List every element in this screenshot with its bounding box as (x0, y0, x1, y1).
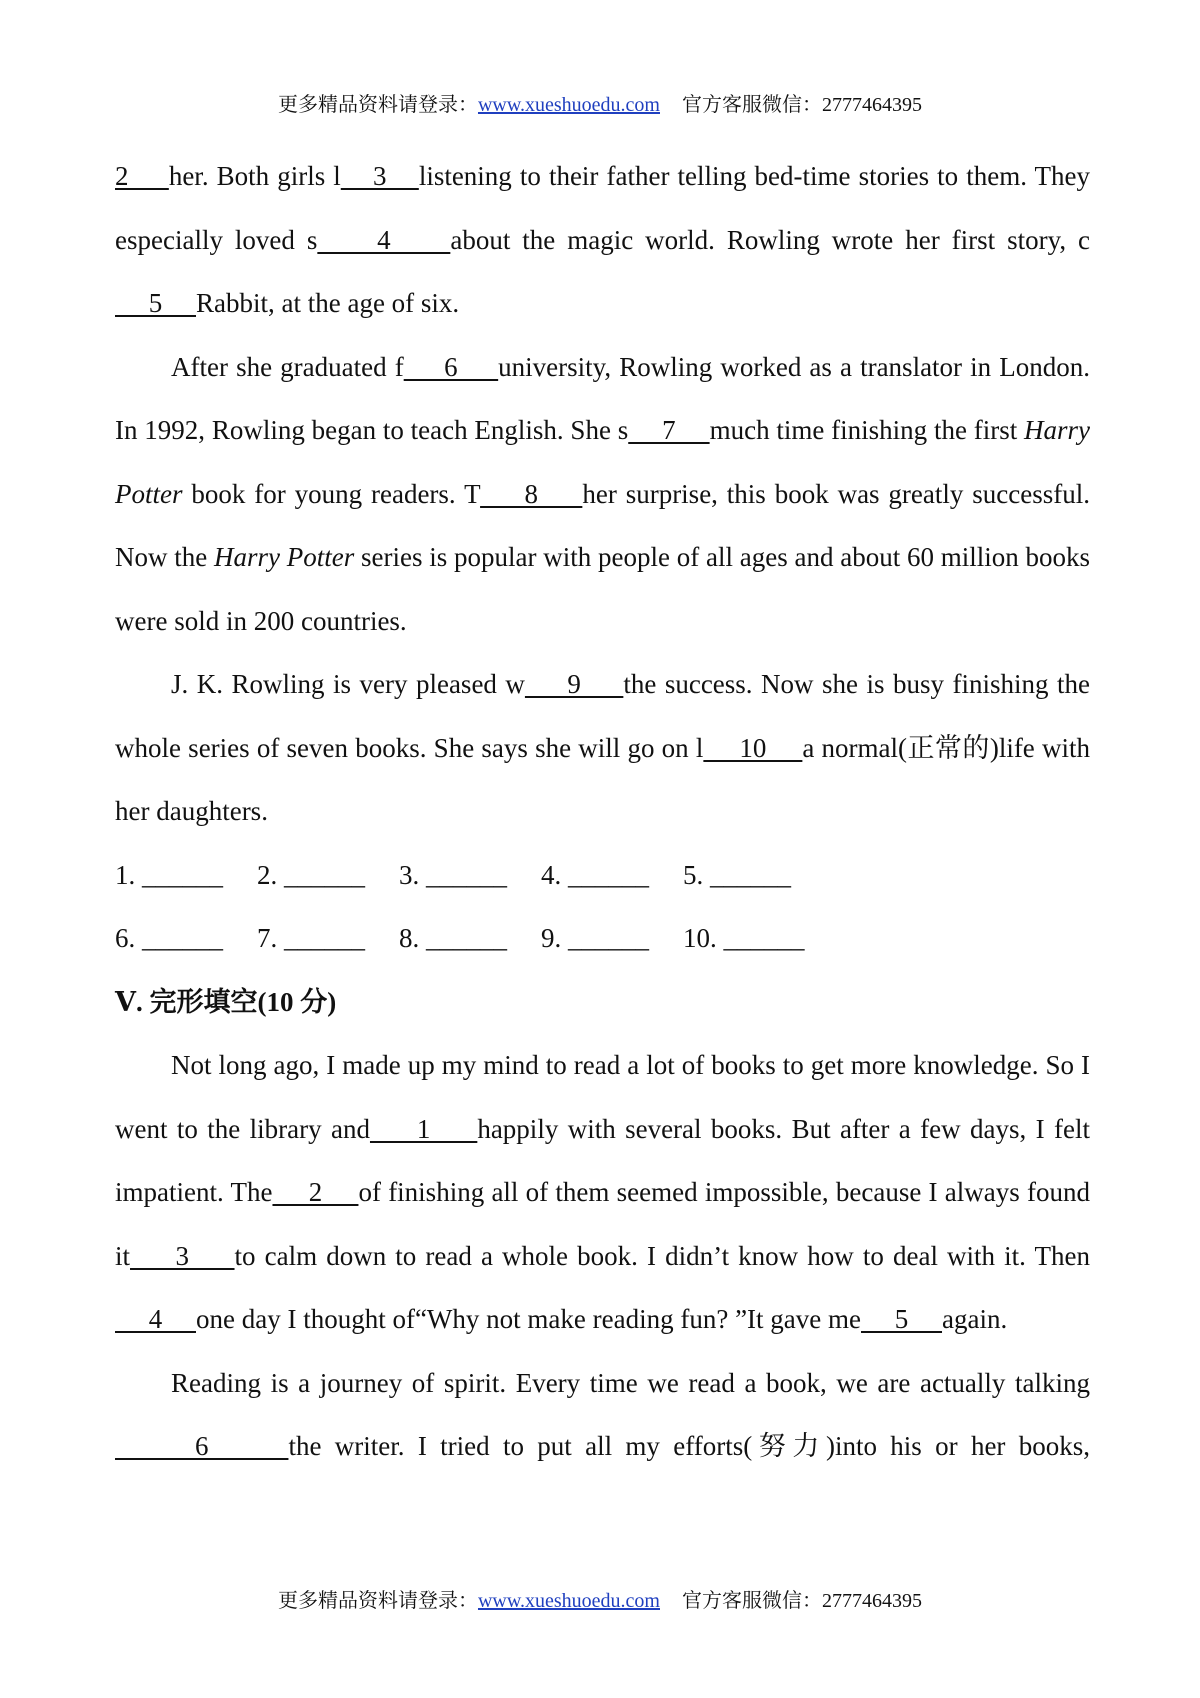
paragraph-rowling-childhood: 2 her. Both girls l 3 listening to their father telling bed-time stories to them. They especially loved s 4 about the magic world. Rowling wrote her first story, c 5 Rabbit, at the age of six. (115, 161, 1091, 318)
cloze-blank-2[interactable]: 2 (272, 1177, 359, 1207)
answer-slot[interactable]: 5. ______ (683, 859, 791, 890)
paragraph-rowling-career: After she graduated f 6 university, Rowling worked as a translator in London. In 1992, Rowling began to teach English. She s 7 much time finishing the first Harry Potter book for young readers. T 8 her surprise, this book was greatly successful. Now the Harry Potter series is popular with people of all ages and about 60 million books were sold in 200 countries. (115, 351, 1091, 636)
blank-9[interactable]: 9 (524, 669, 624, 699)
section-title: Ⅴ. 完形填空(10 分) (115, 986, 337, 1017)
page-footer (0, 1584, 1200, 1613)
header-service: 官方客服微信：2777464395 (682, 94, 922, 116)
cloze-blank-4[interactable]: 4 (115, 1304, 196, 1334)
blank-7[interactable]: 7 (628, 415, 710, 445)
page-header (0, 88, 1200, 117)
paragraph-cloze-2: Reading is a journey of spirit. Every time we read a book, we are actually talking 6 the writer. I tried to put all my efforts(努力)into his or her books, (115, 1367, 1091, 1461)
cloze-blank-6[interactable]: 6 (115, 1431, 289, 1461)
document-body (115, 145, 1090, 1479)
answer-slot[interactable]: 1. ______ (115, 859, 223, 890)
paragraph-rowling-success: J. K. Rowling is very pleased w 9 the success. Now she is busy finishing the whole series of seven books. She says she will go on l 10 a normal(正常的)life with her daughters. (115, 669, 1091, 826)
blank-10[interactable]: 10 (703, 732, 803, 763)
cloze-blank-1[interactable]: 1 (369, 1113, 478, 1144)
answer-slot[interactable]: 9. ______ (541, 923, 649, 953)
header-link[interactable]: www.xueshuoedu.com (477, 94, 660, 116)
answer-row-2 (115, 907, 1090, 971)
cloze-blank-5[interactable]: 5 (861, 1304, 943, 1334)
answer-row-1 (115, 844, 1090, 908)
footer-text: 更多精品资料请登录： (277, 1590, 478, 1612)
answer-slot[interactable]: 4. ______ (541, 859, 649, 890)
blank-8[interactable]: 8 (480, 478, 583, 509)
blank-2[interactable]: 2 (115, 161, 169, 191)
blank-3[interactable]: 3 (340, 161, 419, 191)
cloze-blank-3[interactable]: 3 (130, 1240, 235, 1271)
answer-slot[interactable]: 10. ______ (683, 923, 805, 953)
blank-4[interactable]: 4 (317, 224, 451, 255)
header-text: 更多精品资料请登录： (277, 94, 478, 116)
footer-service: 官方客服微信：2777464395 (682, 1590, 922, 1612)
blank-5[interactable]: 5 (115, 288, 196, 318)
paragraph-cloze-1: Not long ago, I made up my mind to read a lot of books to get more knowledge. So I went to the library and 1 happily with several books. But after a few days, I felt impatient. The 2 of finishing all of them seemed impossible, because I always found it 3 to calm down to read a whole book. I didn’t know how to deal with it. Then 4 one day I thought of“Why not make reading fun? ”It gave me 5 again. (115, 1050, 1091, 1334)
answer-slot[interactable]: 2. ______ (257, 859, 365, 890)
answer-slot[interactable]: 8. ______ (399, 923, 507, 953)
footer-link[interactable]: www.xueshuoedu.com (477, 1590, 660, 1612)
blank-6[interactable]: 6 (403, 351, 499, 382)
answer-slot[interactable]: 6. ______ (115, 923, 223, 953)
answer-slot[interactable]: 7. ______ (257, 923, 365, 953)
answer-slot[interactable]: 3. ______ (399, 859, 507, 890)
